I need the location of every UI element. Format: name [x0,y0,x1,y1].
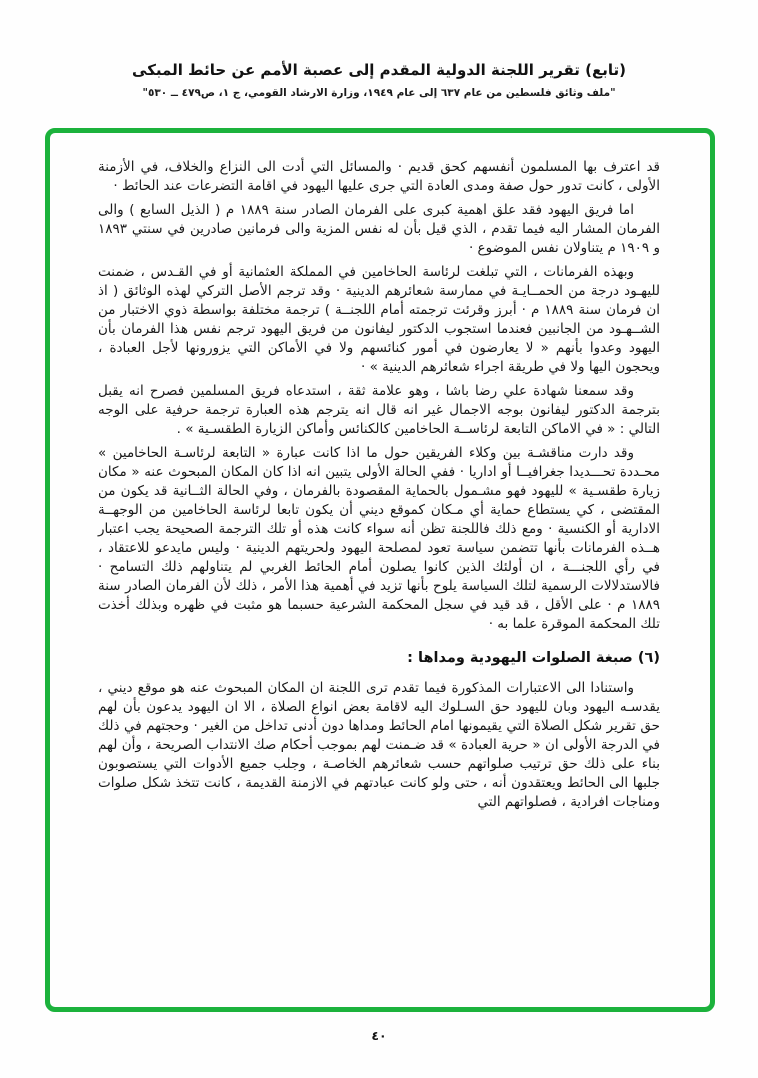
page-number: ٤٠ [371,1028,387,1043]
body-paragraph: وقد دارت مناقشـة بين وكلاء الفريقين حول ما اذا كانت عبارة « التابعة لرئاسـة الحاخامين » محـددة تحـــديدا جغرافيــا أو اداريا · ففي الحالة الأولى يتبين انه اذا كان المكان المبحوث عنه « مكان زيارة طقسـية » لليهود فهو مشـمول بالحماية المقصودة بالفرمان ، وفي الحالة الثــانية قد يكون من المقتضى ، كي يستطاع حماية أي مـكان كموقع ديني أن يكون تابعا لرئاسة الحاخامين من الوجهــة الادارية أو الكنسية · ومع ذلك فاللجنة تظن أنه سواء كانت هذه أو تلك الترجمة الصحيحة يجب اعتبار هــذه الفرمانات بأنها تتضمن سياسة تعود لمصلحة اليهود ولحريتهم الدينية · وليس مايدعو للاعتقاد ، في رأي اللجنـــة ، ان أولئك الذين كانوا يصلون أمام الحائط الغربي لم يتناولهم ذلك التسامح · فالاستدلالات الرسمية لتلك السياسة يلوح بأنها تزيد في أهمية هذا الأمر ، ذلك لأن الفرمان الصادر سنة ١٨٨٩ م · على الأقل ، قد قيد في سجل المحكمة الشرعية حسبما هو مثبت في ظهره وبذلك أخذت تلك المحكمة الموقرة علما به · [98,445,660,632]
body-paragraph: واستنادا الى الاعتبارات المذكورة فيما تقدم ترى اللجنة ان المكان المبحوث عنه هو موقع ديني ، يقدسـه اليهود وبان لليهود حق السـلوك اليه لاقامة بعض انواع الصلاة ، الا ان اليهود يدعون بأن لهم حق تقرير شكل الصلاة التي يقيمونها امام الحائط ومداها دون أدنى تداخل من الغير · وحجتهم في ذلك في الدرجة الأولى ان « حرية العبادة » قد ضـمنت لهم بموجب أحكام صك الانتداب الصريحة ، وأن لهم بناء على ذلك حق ترتيب صلواتهم حسب شعائرهم الخاصـة ، وجلب جميع الأدوات التي يستصوبون جلبها الى الحائط ويعتقدون أنه ، حتى ولو كانت عبادتهم في الازمنة القديمة ، كانت تتخذ شكل صلوات ومناجات افرادية ، فصلواتهم التي [98,680,660,810]
body-paragraph: اما فريق اليهود فقد علق اهمية كبرى على الفرمان الصادر سنة ١٨٨٩ م ( الذيل السابع ) والى الفرمان المشار اليه فيما تقدم ، الذي قيل بأن له نفس المزية والى فرمانين صادرين في سنتي ١٨٩٣ و ١٩٠٩ م يتناولان نفس الموضوع · [98,202,660,256]
document-header [24,61,734,99]
body-paragraph: وقد سمعنا شهادة علي رضا باشا ، وهو علامة ثقة ، استدعاه فريق المسلمين فصرح انه يقبل بترجمة الدكتور ليفانون بوجه الاجمال غير انه قال انه يترجم هذه العبارة ترجمة حرفية على الوجه التالي : « في الاماكن التابعة لرئاســة الحاخامين كالكنائس وأماكن الزيارة الطقسـية » . [98,383,660,437]
body-paragraph: قد اعترف بها المسلمون أنفسهم كحق قديم · والمسائل التي أدت الى النزاع والخلاف، في الأزمنة الأولى ، كانت تدور حول صفة ومدى العادة التي جرى عليها اليهود في اقامة التضرعات عند الحائط · [98,159,660,194]
document-source-citation: "ملف وثائق فلسطين من عام ٦٣٧ إلى عام ١٩٤٩، وزارة الارشاد القومي، ج ١، ص٤٧٩ ــ ٥٣٠" [142,87,616,99]
document-body [98,158,660,817]
document-title: (تابع) تقرير اللجنة الدولية المقدم إلى عصبة الأمم عن حائط المبكى [132,61,626,79]
body-paragraph: وبهذه الفرمانات ، التي تبلغت لرئاسة الحاخامين في المملكة العثمانية أو في القـدس ، ضمنت لليهـود درجة من الحمــايـة في ممارسة شعائرهم الدينية · وقد ترجم الأصل التركي لهذه الوثائق ( اذ ان فرمان سنة ١٨٨٩ م · أبرز وقرئت ترجمته أمام اللجنــة ) ترجمة مختلفة بواسطة ذوي الاختبار من الشــهـود من الجانبين فعندما استجوب الدكتور ليفانون من فريق اليهود ترجم نفس هذا الفرمان بأن اليهود وعدوا بأنهم « لا يعارضون في أمور كنائسهم ولا في الأماكن التي يزورونها لأجل العبادة ، ويحجون اليها ولا في طريقة اجراء شعائرهم الدينية » · [98,264,660,375]
section-heading: (٦) صبغة الصلوات اليهودية ومداها : [407,650,660,666]
